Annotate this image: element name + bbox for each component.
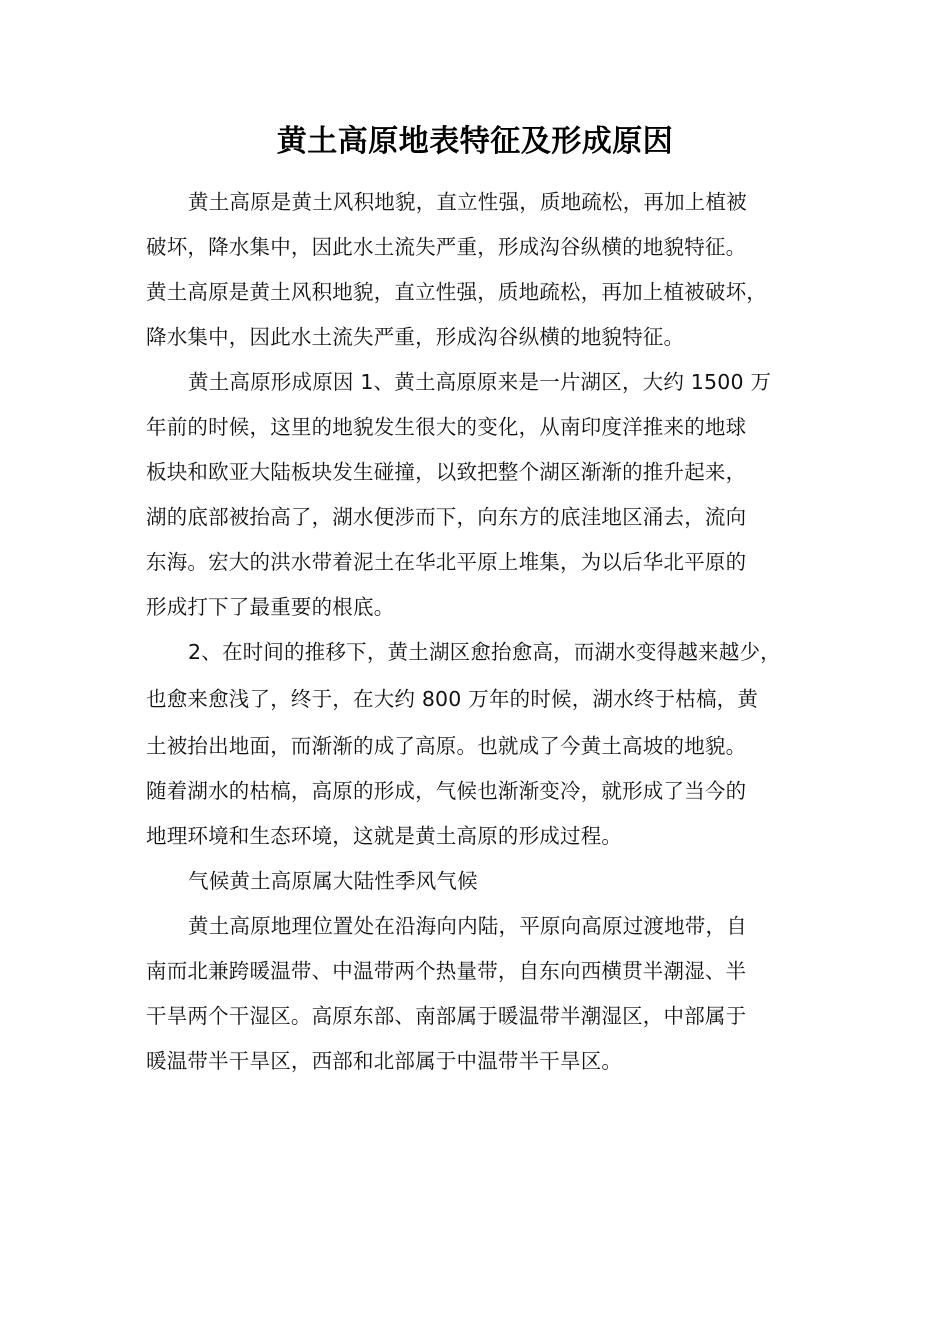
document-title: 黄土高原地表特征及形成原因 <box>276 124 674 159</box>
paragraph-1-line-2: 破坏，降水集中，因此水土流失严重，形成沟谷纵横的地貌特征。 <box>146 235 747 259</box>
paragraph-2-line-3: 板块和欧亚大陆板块发生碰撞，以致把整个湖区渐渐的推升起来， <box>146 460 747 484</box>
paragraph-4-line-1: 气候黄土高原属大陆性季风气候 <box>188 869 478 893</box>
paragraph-2-line-4: 湖的底部被抬高了，湖水便涉而下，向东方的底洼地区涌去，流向 <box>146 505 747 529</box>
paragraph-2-line-6: 形成打下了最重要的根底。 <box>146 595 395 619</box>
paragraph-1-line-4: 降水集中，因此水土流失严重，形成沟谷纵横的地貌特征。 <box>146 325 685 349</box>
paragraph-5-line-4: 暖温带半干旱区，西部和北部属于中温带半干旱区。 <box>146 1049 623 1073</box>
paragraph-1-line-3: 黄土高原是黄土风积地貌，直立性强，质地疏松，再加上植被破坏， <box>146 280 767 304</box>
paragraph-5-line-2: 南而北兼跨暖温带、中温带两个热量带，自东向西横贯半潮湿、半 <box>146 959 747 983</box>
paragraph-3-line-2: 也愈来愈浅了，终于，在大约 800 万年的时候，湖水终于枯槁，黄 <box>146 687 759 711</box>
paragraph-3-line-3: 土被抬出地面，而渐渐的成了高原。也就成了今黄土高坡的地貌。 <box>146 734 747 758</box>
paragraph-5-line-1: 黄土高原地理位置处在沿海向内陆，平原向高原过渡地带，自 <box>188 914 747 938</box>
paragraph-1-line-1: 黄土高原是黄土风积地貌，直立性强，质地疏松，再加上植被 <box>188 190 747 214</box>
paragraph-3-line-4: 随着湖水的枯槁，高原的形成，气候也渐渐变冷，就形成了当今的 <box>146 779 747 803</box>
paragraph-2-line-1: 黄土高原形成原因 1、黄土高原原来是一片湖区，大约 1500 万 <box>188 370 772 394</box>
paragraph-5-line-3: 干旱两个干湿区。高原东部、南部属于暖温带半潮湿区，中部属于 <box>146 1004 747 1028</box>
paragraph-3-line-1: 2、在时间的推移下，黄土湖区愈抬愈高，而湖水变得越来越少， <box>188 640 781 664</box>
paragraph-2-line-2: 年前的时候，这里的地貌发生很大的变化，从南印度洋推来的地球 <box>146 415 747 439</box>
paragraph-3-line-5: 地理环境和生态环境，这就是黄土高原的形成过程。 <box>146 824 623 848</box>
paragraph-2-line-5: 东海。宏大的洪水带着泥土在华北平原上堆集，为以后华北平原的 <box>146 550 747 574</box>
